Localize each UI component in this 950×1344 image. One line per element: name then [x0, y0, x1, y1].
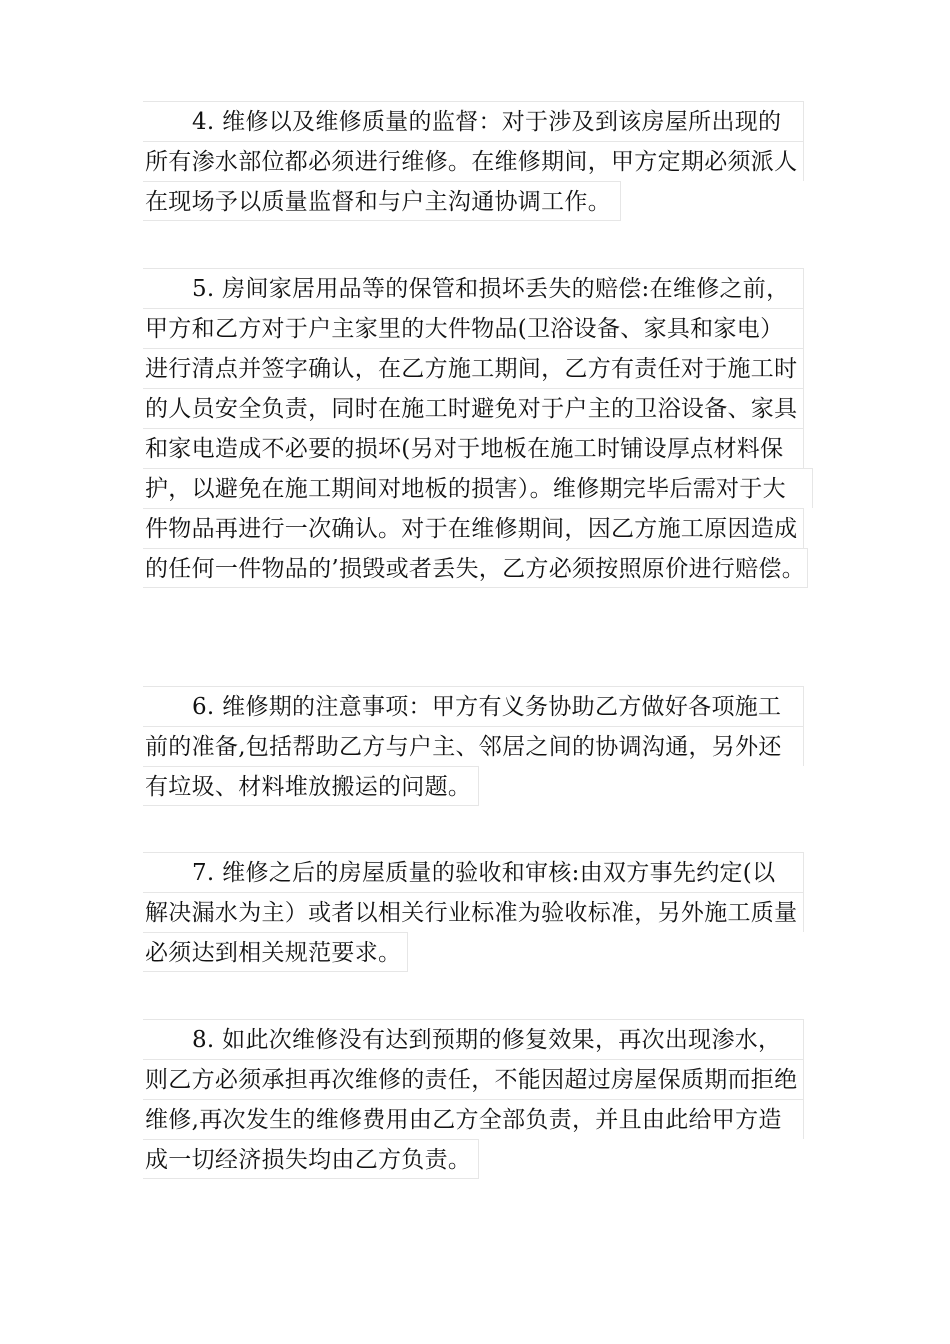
- paragraph-line: 在现场予以质量监督和与户主沟通协调工作。: [143, 181, 621, 221]
- paragraph-line: 解决漏水为主）或者以相关行业标准为验收标准，另外施工质量: [143, 892, 804, 932]
- paragraph-line: 有垃圾、材料堆放搬运的问题。: [143, 766, 479, 806]
- paragraph-7: [143, 852, 813, 972]
- paragraph-line: 8. 如此次维修没有达到预期的修复效果，再次出现渗水，: [143, 1019, 804, 1059]
- paragraph-6: [143, 686, 813, 806]
- paragraph-line: 必须达到相关规范要求。: [143, 932, 408, 972]
- paragraph-line: 则乙方必须承担再次维修的责任，不能因超过房屋保质期而拒绝: [143, 1059, 804, 1099]
- paragraph-line: 件物品再进行一次确认。对于在维修期间，因乙方施工原因造成: [143, 508, 804, 548]
- paragraph-line: 5. 房间家居用品等的保管和损坏丢失的赔偿:在维修之前，: [143, 268, 804, 308]
- paragraph-4: [143, 101, 813, 221]
- paragraph-line: 4. 维修以及维修质量的监督：对于涉及到该房屋所出现的: [143, 101, 804, 141]
- paragraph-line: 的人员安全负责，同时在施工时避免对于户主的卫浴设备、家具: [143, 388, 804, 428]
- paragraph-line: 前的准备,包括帮助乙方与户主、邻居之间的协调沟通，另外还: [143, 726, 804, 766]
- paragraph-line: 6. 维修期的注意事项：甲方有义务协助乙方做好各项施工: [143, 686, 804, 726]
- paragraph-line: 成一切经济损失均由乙方负责。: [143, 1139, 479, 1179]
- paragraph-line: 所有渗水部位都必须进行维修。在维修期间，甲方定期必须派人: [143, 141, 804, 181]
- paragraph-line: 护，以避免在施工期间对地板的损害）。维修期完毕后需对于大: [143, 468, 813, 508]
- paragraph-line: 7. 维修之后的房屋质量的验收和审核:由双方事先约定(以: [143, 852, 804, 892]
- paragraph-line: 甲方和乙方对于户主家里的大件物品(卫浴设备、家具和家电）: [143, 308, 804, 348]
- paragraph-line: 进行清点并签字确认，在乙方施工期间，乙方有责任对于施工时: [143, 348, 804, 388]
- paragraph-8: [143, 1019, 813, 1179]
- paragraph-line: 的任何一件物品的’损毁或者丢失，乙方必须按照原价进行赔偿。: [143, 548, 808, 588]
- paragraph-line: 维修,再次发生的维修费用由乙方全部负责，并且由此给甲方造: [143, 1099, 804, 1139]
- paragraph-5: [143, 268, 813, 588]
- paragraph-line: 和家电造成不必要的损坏(另对于地板在施工时铺设厚点材料保: [143, 428, 804, 468]
